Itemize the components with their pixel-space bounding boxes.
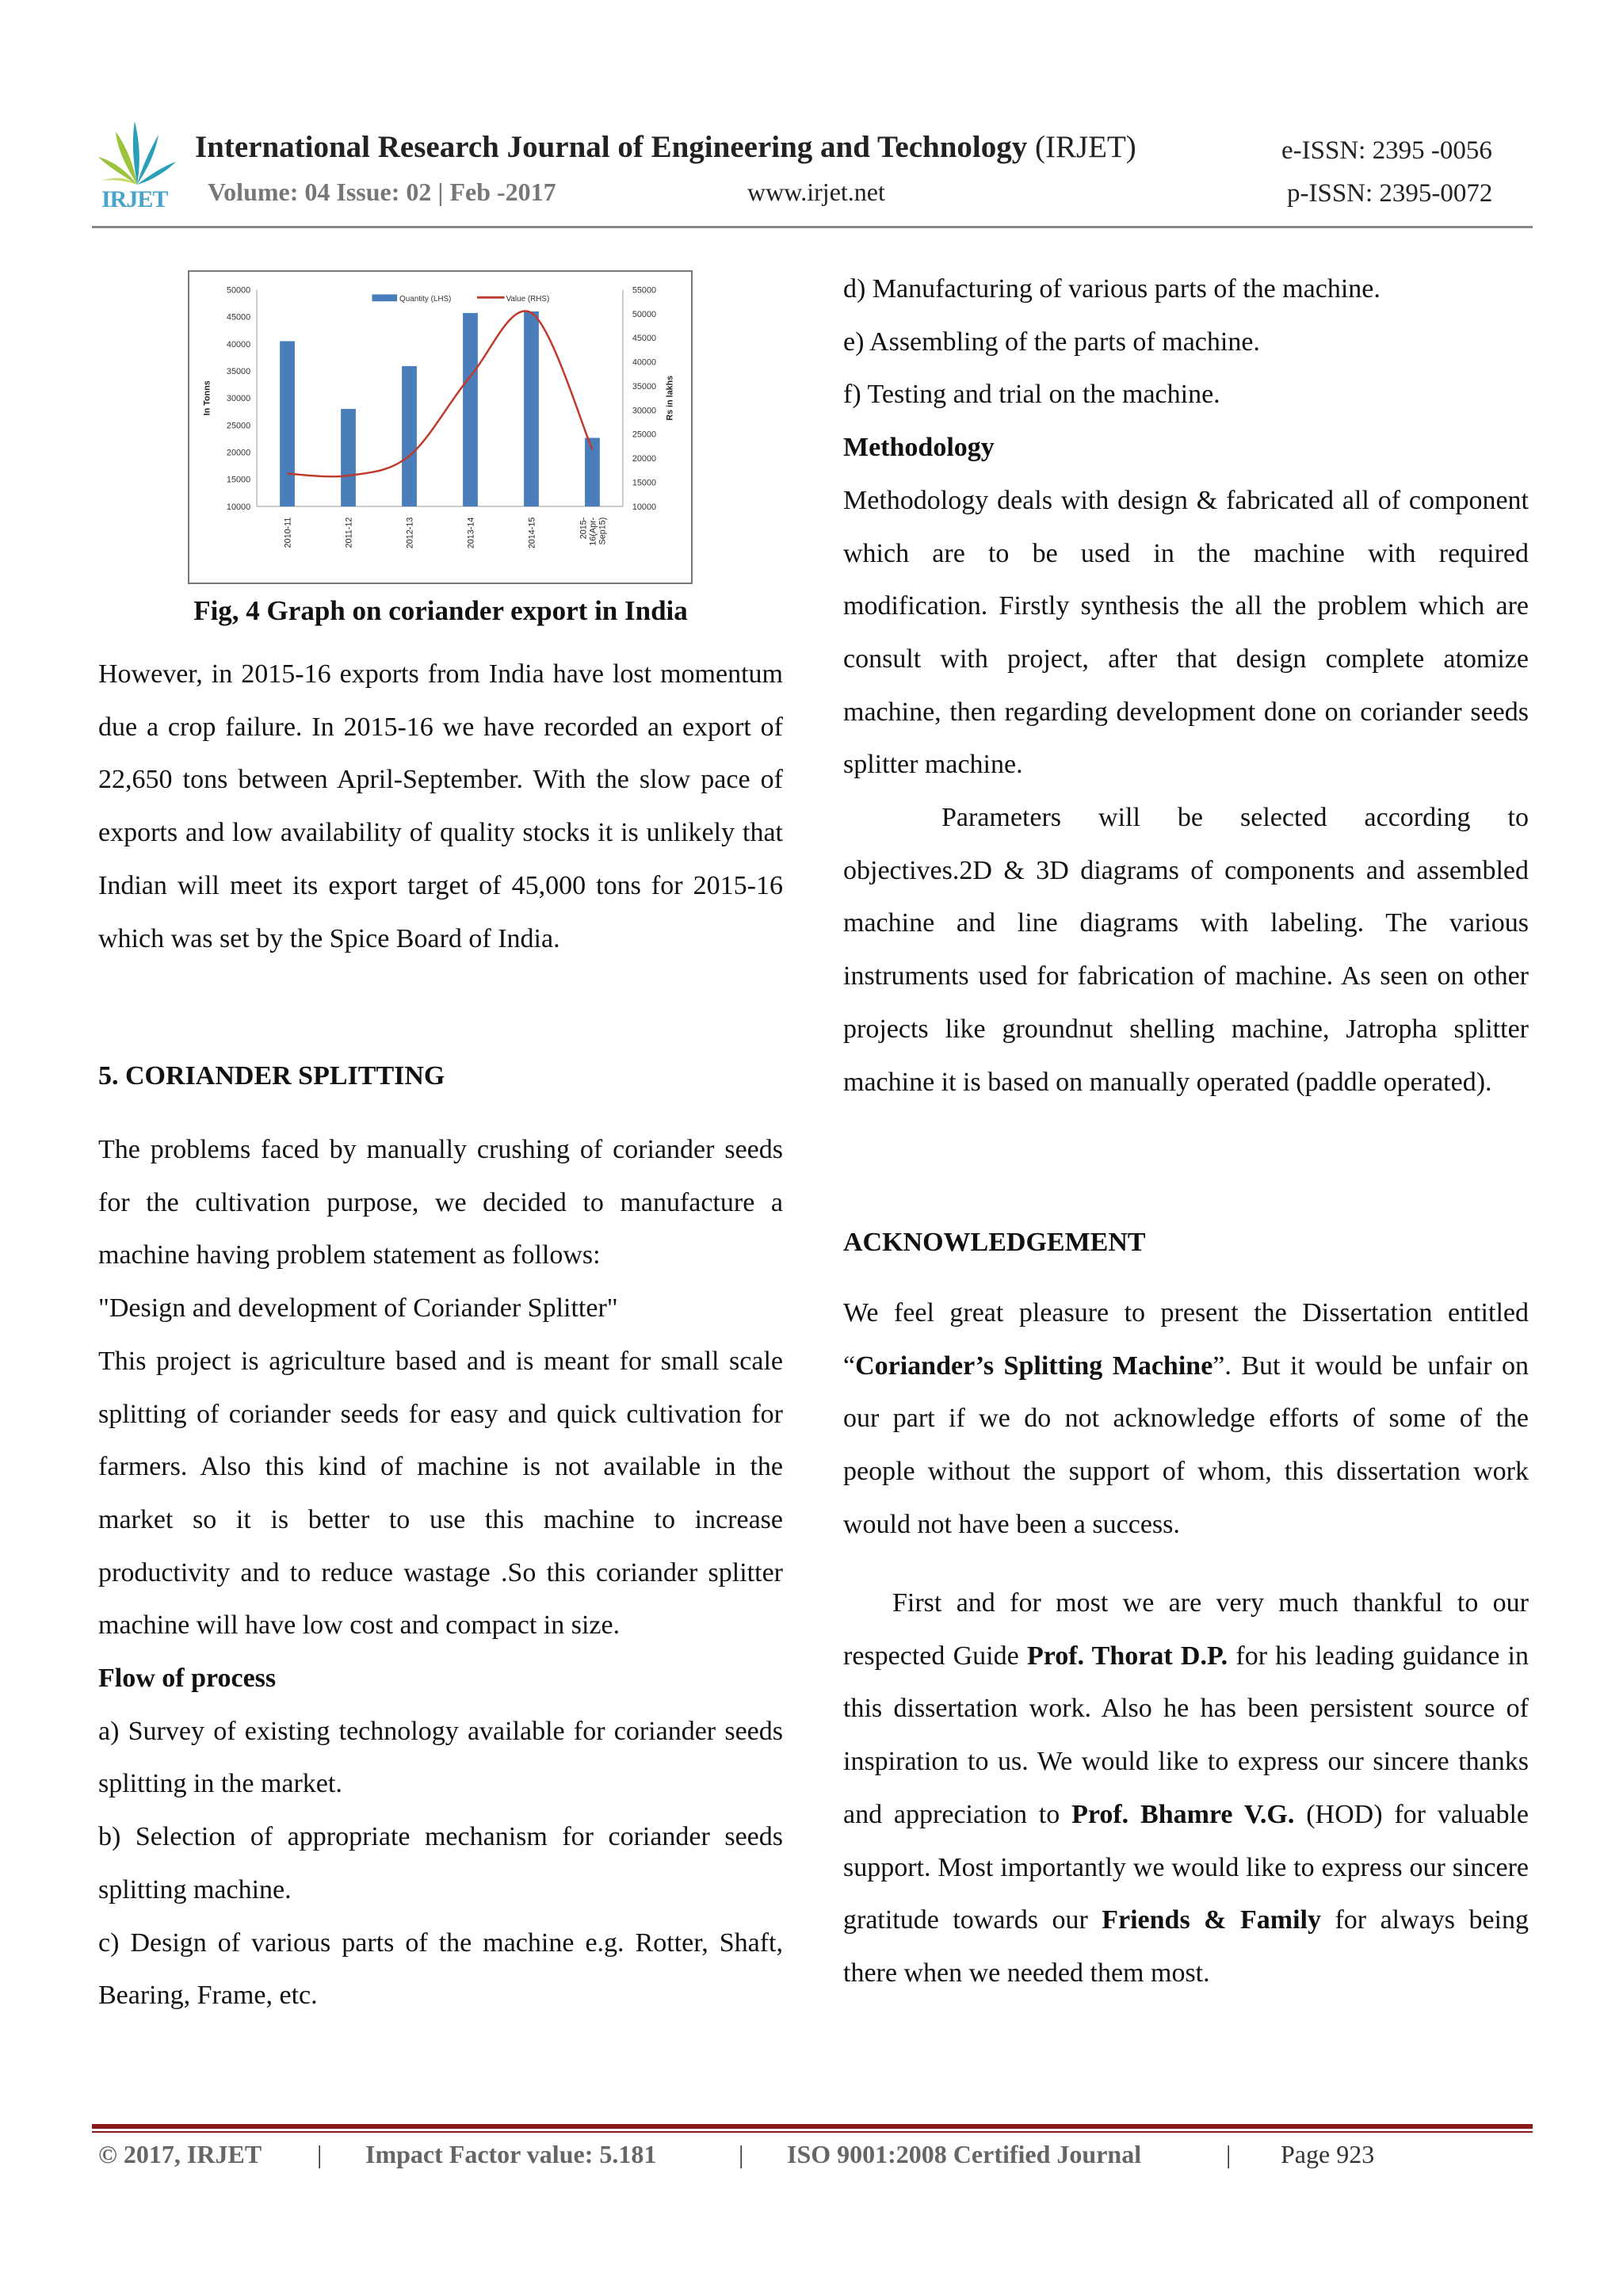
acknowledgement-paragraph-1 bbox=[843, 1287, 1529, 1552]
y-tick-label: 45000 bbox=[226, 312, 251, 323]
friends-family: Friends & Family bbox=[1102, 1905, 1321, 1935]
export-paragraph: However, in 2015-16 exports from India have lost momentum due a crop failure. In 2015-16 we have recorded an export of 22,650 tons between April-September. With the slow pace of exports and low availability of quality stocks it is unlikely that Indian will meet its export target of 45,000 tons for 2015-16 which was set by the Spice Board of India. bbox=[98, 659, 783, 953]
x-tick-label: 2015- bbox=[579, 517, 589, 540]
flow-item-e: e) Assembling of the parts of machine. bbox=[843, 327, 1260, 357]
value-line bbox=[288, 311, 593, 476]
footer-separator: | bbox=[317, 2140, 323, 2168]
chart-svg bbox=[189, 272, 691, 583]
y-right-tick-label: 15000 bbox=[632, 478, 657, 488]
y-right-tick-label: 35000 bbox=[632, 382, 657, 392]
y-right-tick-label: 40000 bbox=[632, 357, 657, 368]
acknowledgement-paragraph-2 bbox=[843, 1577, 1529, 2000]
flow-heading: Flow of process bbox=[98, 1664, 277, 1694]
x-tick-label: 2011-12 bbox=[344, 517, 354, 548]
ack1-text: We feel great pleasure to present the Dissertation entitled “ bbox=[843, 1298, 1529, 1381]
dissertation-title: Coriander’s Splitting Machine bbox=[855, 1350, 1213, 1381]
x-tick-label: Sep15) bbox=[598, 517, 608, 545]
bar-2010-11 bbox=[280, 341, 295, 506]
y-right-tick-label: 55000 bbox=[632, 285, 657, 296]
x-tick-label: 16(Apr- bbox=[588, 517, 598, 546]
problem-statement: "Design and development of Coriander Splitter" bbox=[98, 1293, 618, 1324]
y-right-tick-label: 45000 bbox=[632, 334, 657, 344]
x-tick-label: 2012-13 bbox=[405, 517, 415, 549]
y-right-tick-label: 20000 bbox=[632, 454, 657, 464]
bar-2014-15 bbox=[524, 311, 539, 506]
section-heading-coriander-splitting: 5. CORIANDER SPLITTING bbox=[98, 1061, 445, 1091]
left-para-1 bbox=[98, 648, 783, 965]
methodology-heading: Methodology bbox=[843, 433, 995, 463]
footer-separator: | bbox=[1226, 2140, 1232, 2168]
y-tick-label: 30000 bbox=[226, 394, 251, 404]
y-tick-label: 35000 bbox=[226, 367, 251, 376]
flow-item-d: d) Manufacturing of various parts of the machine. bbox=[843, 274, 1381, 304]
flow-item-a: a) Survey of existing technology available for coriander seeds splitting in the market. bbox=[98, 1716, 783, 1799]
logo-leaves-icon bbox=[94, 117, 181, 189]
guide-name: Prof. Thorat D.P. bbox=[1026, 1641, 1228, 1671]
right-column-top bbox=[843, 263, 1529, 1109]
footer-divider-thin bbox=[92, 2131, 1533, 2133]
journal-logo bbox=[94, 117, 181, 212]
e-issn: e-ISSN: 2395 -0056 bbox=[1281, 136, 1492, 165]
bar-2013-14 bbox=[463, 313, 478, 506]
ack2-text-2: for his leading guidance in this dissertation work. Also he has been persistent source of inspiration to us. We would like to express our sincere thanks and appreciation to bbox=[843, 1641, 1529, 1829]
footer-impact-factor: Impact Factor value: 5.181 bbox=[365, 2140, 657, 2168]
y-tick-label: 40000 bbox=[226, 339, 251, 350]
footer-copyright: © 2017, IRJET bbox=[98, 2140, 262, 2168]
legend-swatch-quantity bbox=[372, 294, 397, 301]
legend-label-value: Value (RHS) bbox=[506, 295, 550, 304]
y-tick-label: 50000 bbox=[226, 285, 251, 296]
y-tick-label: 10000 bbox=[226, 502, 251, 512]
bar-2012-13 bbox=[402, 366, 417, 506]
footer-iso: ISO 9001:2008 Certified Journal bbox=[787, 2140, 1142, 2168]
left-column-body bbox=[98, 1124, 783, 2023]
y-tick-label: 20000 bbox=[226, 448, 251, 458]
figure-caption: Fig, 4 Graph on coriander export in India bbox=[193, 595, 688, 626]
y-right-axis-title: Rs in lakhs bbox=[665, 375, 675, 421]
y-right-tick-label: 10000 bbox=[632, 502, 657, 512]
acknowledgement-heading: ACKNOWLEDGEMENT bbox=[843, 1228, 1146, 1257]
y-tick-label: 15000 bbox=[226, 475, 251, 485]
methodology-paragraph-2: Parameters will be selected according to objectives.2D & 3D diagrams of components and assembled machine and line diagrams with labeling. The various instruments used for fabrication of machine. As seen on other projects like groundnut shelling machine, Jatropha splitter machine it is based on manually operated (paddle operated). bbox=[843, 803, 1529, 1097]
ack2-text-3: (HOD) for valuable support. Most importantly we would like to express our sincere gratitude towards our bbox=[843, 1799, 1529, 1935]
journal-title bbox=[195, 129, 1136, 165]
journal-name: International Research Journal of Engineering and Technology bbox=[195, 130, 1028, 164]
y-right-tick-label: 30000 bbox=[632, 406, 657, 416]
flow-item-b: b) Selection of appropriate mechanism for coriander seeds splitting machine. bbox=[98, 1822, 783, 1904]
y-right-tick-label: 25000 bbox=[632, 430, 657, 440]
hod-name: Prof. Bhamre V.G. bbox=[1071, 1799, 1295, 1829]
footer-page-number: Page 923 bbox=[1281, 2140, 1375, 2168]
website-link[interactable]: www.irjet.net bbox=[747, 178, 885, 206]
footer-separator: | bbox=[739, 2140, 744, 2168]
header-divider bbox=[92, 226, 1533, 228]
ack2-text: First and for most we are very much thankful to our respected Guide bbox=[843, 1588, 1529, 1671]
x-tick-label: 2013-14 bbox=[466, 517, 476, 549]
legend-label-quantity: Quantity (LHS) bbox=[399, 295, 452, 304]
methodology-paragraph-1: Methodology deals with design & fabricated all of component which are to be used in the machine with required modification. Firstly synthesis the all the problem which are consult with project, after that design complete atomize machine, then regarding development done on coriander seeds splitter machine. bbox=[843, 485, 1529, 780]
journal-abbrev: (IRJET) bbox=[1034, 130, 1136, 164]
problem-paragraph: The problems faced by manually crushing of coriander seeds for the cultivation purpose, we decided to manufacture a machine having problem statement as follows: bbox=[98, 1135, 783, 1270]
ack2-text-4: for always being there when we needed them most. bbox=[843, 1905, 1529, 1988]
bar-2011-12 bbox=[341, 409, 356, 506]
flow-item-c: c) Design of various parts of the machine e.g. Rotter, Shaft, Bearing, Frame, etc. bbox=[98, 1927, 783, 2011]
y-right-tick-label: 50000 bbox=[632, 309, 657, 319]
coriander-export-chart bbox=[188, 270, 693, 584]
footer-divider bbox=[92, 2124, 1533, 2129]
x-tick-label: 2010-11 bbox=[283, 517, 293, 548]
volume-issue: Volume: 04 Issue: 02 | Feb -2017 bbox=[208, 178, 556, 206]
flow-item-f: f) Testing and trial on the machine. bbox=[843, 380, 1220, 410]
ack1-text-end: ”. But it would be unfair on our part if we do not acknowledge efforts of some of the people without the support of whom, this dissertation work would not have been a success. bbox=[843, 1350, 1529, 1539]
project-paragraph: This project is agriculture based and is meant for small scale splitting of coriander seeds for easy and quick cultivation for farmers. Also this kind of machine is not available in the market so it is better to use this machine to increase productivity and to reduce wastage .So this coriander splitter machine will have low cost and compact in size. bbox=[98, 1346, 783, 1641]
y-axis-title: In Tonns bbox=[202, 380, 212, 416]
p-issn: p-ISSN: 2395-0072 bbox=[1287, 179, 1493, 208]
y-tick-label: 25000 bbox=[226, 421, 251, 431]
logo-text: IRJET bbox=[101, 186, 168, 212]
x-tick-label: 2014-15 bbox=[527, 517, 537, 549]
